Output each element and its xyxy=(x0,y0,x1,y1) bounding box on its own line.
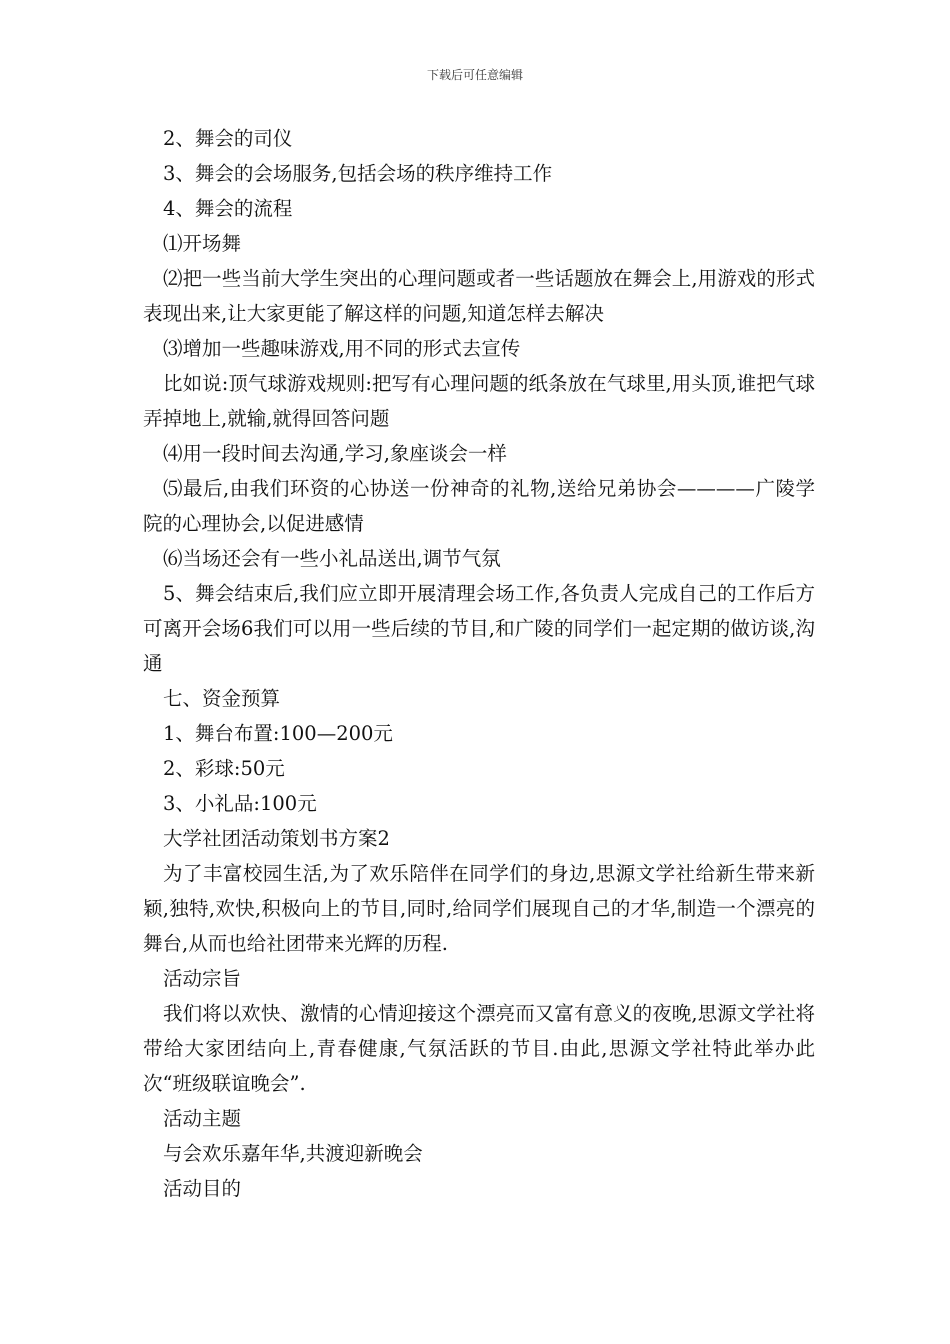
paragraph-psych-topics: ⑵把一些当前大学生突出的心理问题或者一些话题放在舞会上,用游戏的形式表现出来,让大家更能了解这样的问题,知道怎样去解决 xyxy=(143,267,815,325)
paragraph-after-dance: 5、舞会结束后,我们应立即开展清理会场工作,各负责人完成自己的工作后方可离开会场6我们可以用一些后续的节目,和广陵的同学们一起定期的做访谈,沟通 xyxy=(143,582,815,675)
paragraph-fun-games: ⑶增加一些趣味游戏,用不同的形式去宣传 xyxy=(163,337,521,360)
paragraph-budget-stage: 1、舞台布置:100—200元 xyxy=(163,722,393,745)
paragraph-purpose: 我们将以欢快、激情的心情迎接这个漂亮而又富有意义的夜晚,思源文学社将带给大家团结向上,青春健康,气氛活跃的节目.由此,思源文学社特此举办此次“班级联谊晚会”. xyxy=(143,1002,815,1095)
document-body xyxy=(143,121,815,1206)
paragraph-communication: ⑷用一段时间去沟通,学习,象座谈会一样 xyxy=(163,442,507,465)
paragraph-small-gifts: ⑹当场还会有一些小礼品送出,调节气氛 xyxy=(163,547,501,570)
paragraph-budget-gifts: 3、小礼品:100元 xyxy=(163,792,317,815)
section-heading-theme: 活动主题 xyxy=(163,1107,242,1130)
paragraph-gift: ⑸最后,由我们环资的心协送一份神奇的礼物,送给兄弟协会————广陵学院的心理协会,以促进感情 xyxy=(143,477,815,535)
section-heading-plan-2: 大学社团活动策划书方案2 xyxy=(163,827,390,850)
paragraph-process-heading: 4、舞会的流程 xyxy=(163,197,293,220)
section-heading-purpose: 活动宗旨 xyxy=(163,967,242,990)
paragraph-intro: 为了丰富校园生活,为了欢乐陪伴在同学们的身边,思源文学社给新生带来新颖,独特,欢快,积极向上的节目,同时,给同学们展现自己的才华,制造一个漂亮的舞台,从而也给社团带来光辉的历程. xyxy=(143,862,815,955)
paragraph-opening-dance: ⑴开场舞 xyxy=(163,232,242,255)
paragraph-balloon-game: 比如说:顶气球游戏规则:把写有心理问题的纸条放在气球里,用头顶,谁把气球弄掉地上,就输,就得回答问题 xyxy=(143,372,815,430)
section-heading-budget: 七、资金预算 xyxy=(163,687,281,710)
paragraph-venue-service: 3、舞会的会场服务,包括会场的秩序维持工作 xyxy=(163,162,553,185)
section-heading-goal: 活动目的 xyxy=(163,1177,242,1200)
page-header: 下载后可任意编辑 xyxy=(426,68,523,82)
paragraph-theme: 与会欢乐嘉年华,共渡迎新晚会 xyxy=(163,1142,423,1165)
paragraph-budget-balloons: 2、彩球:50元 xyxy=(163,757,285,780)
paragraph-item-mc: 2、舞会的司仪 xyxy=(163,127,293,150)
